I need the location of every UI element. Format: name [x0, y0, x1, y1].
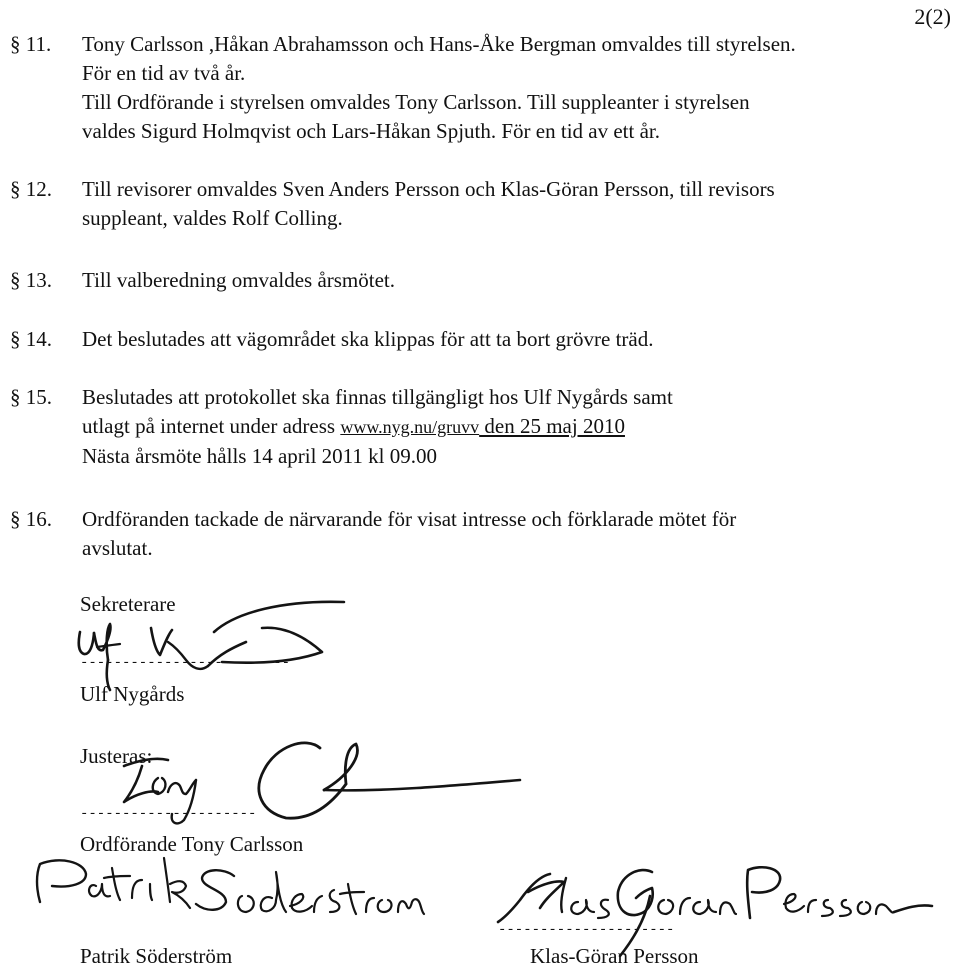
address-prefix: utlagt på internet under adress	[82, 414, 341, 438]
address-date: den 25 maj 2010	[479, 414, 625, 438]
section-line: Beslutades att protokollet ska finnas tillgängligt hos Ulf Nygårds samt	[82, 385, 673, 409]
section-line: För en tid av två år.	[82, 61, 246, 85]
page-number: 2(2)	[914, 4, 951, 29]
chair-signature-line: ---------------------	[80, 806, 257, 822]
section-number: § 14.	[10, 327, 52, 351]
section-line: Tony Carlsson ,Håkan Abrahamsson och Hans-Åke Bergman omvaldes till styrelsen.	[82, 32, 796, 56]
section-number: § 15.	[10, 385, 52, 409]
section-line: Till Ordförande i styrelsen omvaldes Tony Carlsson. Till suppleanter i styrelsen	[82, 90, 750, 114]
signer-left-name: Patrik Söderström	[80, 944, 233, 968]
signer-right-signature-line: ---------------------	[498, 922, 675, 938]
adjusters-title: Justeras:	[80, 744, 153, 768]
section-line: Till valberedning omvaldes årsmötet.	[82, 268, 396, 292]
section-number: § 16.	[10, 507, 52, 531]
address-url: www.nyg.nu/gruvv	[340, 417, 480, 437]
secretary-title: Sekreterare	[80, 592, 176, 616]
secretary-signature-line: -------------------------	[80, 655, 291, 671]
section-line: Ordföranden tackade de närvarande för visat intresse och förklarade mötet för	[82, 507, 737, 531]
secretary-name: Ulf Nygårds	[80, 682, 185, 706]
section-line: Det beslutades att vägområdet ska klippas för att ta bort grövre träd.	[82, 327, 654, 351]
chair-name: Ordförande Tony Carlsson	[80, 832, 304, 856]
section-line: Till revisorer omvaldes Sven Anders Persson och Klas-Göran Persson, till revisors	[82, 177, 775, 201]
section-line: avslutat.	[82, 536, 153, 560]
section-number: § 12.	[10, 177, 52, 201]
section-number: § 11.	[10, 32, 52, 56]
signer-right-name: Klas-Göran Persson	[530, 944, 699, 968]
section-line: suppleant, valdes Rolf Colling.	[82, 206, 343, 230]
next-meeting: Nästa årsmöte hålls 14 april 2011 kl 09.00	[82, 444, 437, 468]
section-number: § 13.	[10, 268, 52, 292]
section-line: valdes Sigurd Holmqvist och Lars-Håkan Spjuth. För en tid av ett år.	[82, 119, 660, 143]
